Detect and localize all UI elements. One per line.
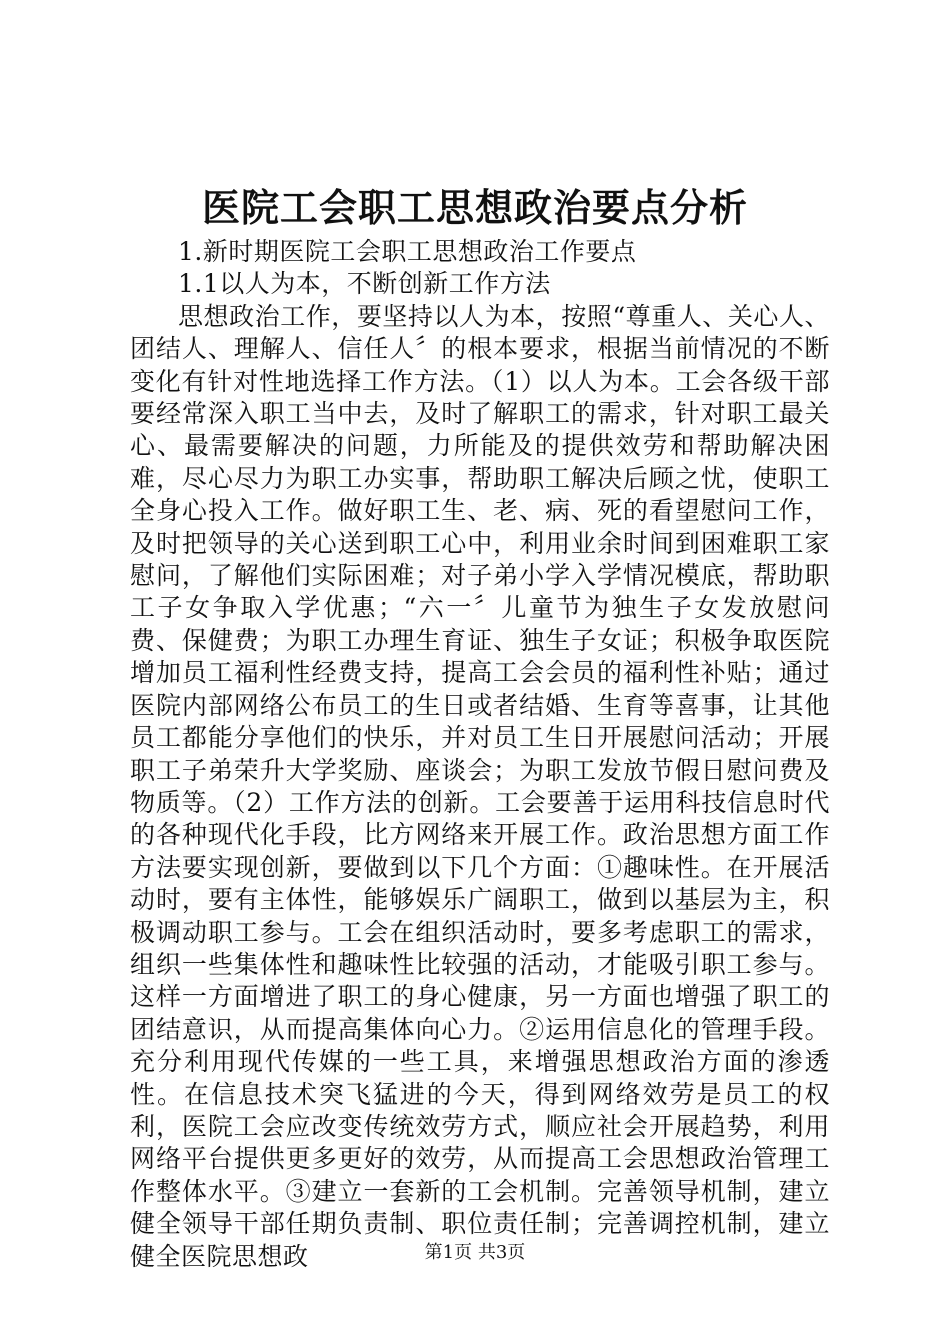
document-title: 医院工会职工思想政治要点分析 bbox=[201, 185, 748, 230]
body-paragraph: 思想政治工作，要坚持以人为本，按照“尊重人、关心人、团结人、理解人、信任人〞的根本要求，根据当前情况的不断变化有针对性地选择工作方法。（1）以人为本。工会各级干部要经常深入职工当中去，及时了解职工的需求，针对职工最关心、最需要解决的问题，力所能及的提供效劳和帮助解决困难，尽心尽力为职工办实事，帮助职工解决后顾之忧，使职工全身心投入工作。做好职工生、老、病、死的看望慰问工作，及时把领导的关心送到职工心中，利用业余时间到困难职工家慰问，了解他们实际困难；对子弟小学入学情况模底，帮助职工子女争取入学优惠；“六一〞儿童节为独生子女发放慰问费、保健费；为职工办理生育证、独生子女证；积极争取医院增加员工福利性经费支持，提高工会会员的福利性补贴；通过医院内部网络公布员工的生日或者结婚、生育等喜事，让其他员工都能分享他们的快乐，并对员工生日开展慰问活动；开展职工子弟荣升大学奖励、座谈会；为职工发放节假日慰问费及物质等。（2）工作方法的创新。工会要善于运用科技信息时代的各种现代化手段，比方网络来开展工作。政治思想方面工作方法要实现创新，要做到以下几个方面：①趣味性。在开展活动时，要有主体性，能够娱乐广阔职工，做到以基层为主，积极调动职工参与。工会在组织活动时，要多考虑职工的需求，组织一些集体性和趣味性比较强的活动，才能吸引职工参与。这样一方面增进了职工的身心健康，另一方面也增强了职工的团结意识，从而提高集体向心力。②运用信息化的管理手段。充分利用现代传媒的一些工具，来增强思想政治方面的渗透性。在信息技术突飞猛进的今天，得到网络效劳是员工的权利，医院工会应改变传统效劳方式，顺应社会开展趋势，利用网络平台提供更多更好的效劳，从而提高工会思想政治管理工作整体水平。③建立一套新的工会机制。完善领导机制，建立健全领导干部任期负责制、职位责任制；完善调控机制，建立健全医院思想政 bbox=[130, 301, 830, 1271]
section-heading-1: 1.新时期医院工会职工思想政治工作要点 bbox=[178, 237, 637, 266]
section-heading-1-1: 1.1以人为本，不断创新工作方法 bbox=[178, 269, 551, 299]
document-body bbox=[130, 236, 830, 1273]
page-footer: 第1页 共3页 bbox=[424, 1242, 526, 1263]
